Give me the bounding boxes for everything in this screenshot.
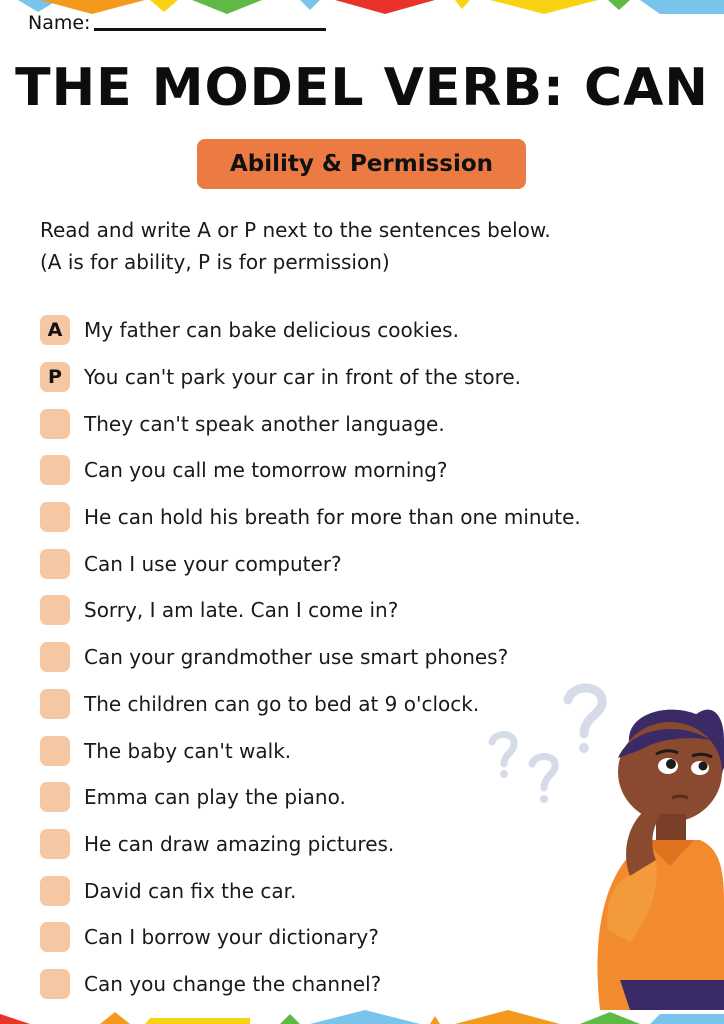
- name-label: Name:: [28, 12, 91, 34]
- sentence-text: They can't speak another language.: [84, 411, 445, 436]
- name-write-line[interactable]: [94, 28, 326, 31]
- answer-box[interactable]: [40, 549, 70, 579]
- sentence-text: Emma can play the piano.: [84, 785, 346, 810]
- answer-box[interactable]: [40, 782, 70, 812]
- list-item: [40, 307, 660, 354]
- sentence-text: Can I use your computer?: [84, 551, 342, 576]
- sentence-text: Can you change the channel?: [84, 971, 382, 996]
- sentence-text: He can hold his breath for more than one minute.: [84, 505, 581, 530]
- answer-box[interactable]: [40, 736, 70, 766]
- question-mark-icon: [492, 735, 514, 765]
- list-item: [40, 540, 660, 587]
- sentence-text: You can't park your car in front of the store.: [84, 365, 522, 390]
- list-item: [40, 400, 660, 447]
- page-title: THE MODEL VERB: CAN: [15, 58, 709, 118]
- question-mark-icon: [532, 757, 555, 789]
- list-item: [40, 587, 660, 634]
- sentence-text: The children can go to bed at 9 o'clock.: [84, 691, 480, 716]
- instruction-line: (A is for ability, P is for permission): [40, 250, 390, 274]
- name-field: [28, 12, 326, 34]
- list-item: [40, 634, 660, 681]
- answer-box[interactable]: [40, 689, 70, 719]
- sentence-text: My father can bake delicious cookies.: [84, 318, 459, 343]
- sentence-text: The baby can't walk.: [84, 738, 292, 763]
- list-item: [40, 494, 660, 541]
- instructions: [40, 214, 640, 278]
- list-item: [40, 447, 660, 494]
- answer-box[interactable]: [40, 409, 70, 439]
- thinking-girl-illustration: [480, 680, 724, 1010]
- answer-box[interactable]: [40, 829, 70, 859]
- sentence-text: Can your grandmother use smart phones?: [84, 645, 509, 670]
- answer-box[interactable]: [40, 876, 70, 906]
- list-item: [40, 354, 660, 401]
- answer-box[interactable]: [40, 969, 70, 999]
- sentence-text: Can I borrow your dictionary?: [84, 925, 379, 950]
- sentence-text: David can fix the car.: [84, 878, 297, 903]
- answer-box[interactable]: [40, 642, 70, 672]
- answer-box[interactable]: P: [40, 362, 70, 392]
- sentence-text: Sorry, I am late. Can I come in?: [84, 598, 399, 623]
- answer-box[interactable]: [40, 455, 70, 485]
- answer-box[interactable]: [40, 502, 70, 532]
- bottom-triangle-border: [0, 1010, 724, 1024]
- sentence-text: Can you call me tomorrow morning?: [84, 458, 448, 483]
- sentence-text: He can draw amazing pictures.: [84, 831, 395, 856]
- answer-box[interactable]: [40, 595, 70, 625]
- subtitle-badge: Ability & Permission: [197, 139, 526, 189]
- answer-box[interactable]: A: [40, 315, 70, 345]
- question-mark-icon: [568, 688, 602, 734]
- instruction-line: Read and write A or P next to the sentences below.: [40, 218, 551, 242]
- answer-box[interactable]: [40, 922, 70, 952]
